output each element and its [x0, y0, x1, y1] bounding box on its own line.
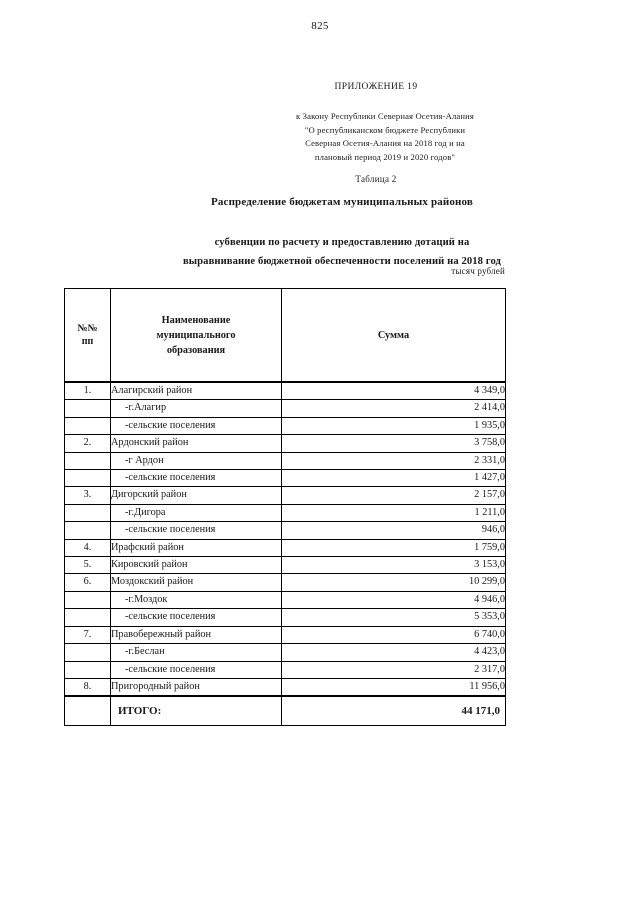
amount-cell: 1 427,0 [282, 470, 506, 487]
table-row [65, 400, 506, 417]
municipality-name-cell: Дигорский район [111, 487, 282, 504]
law-reference-line-4: плановый период 2019 и 2020 годов" [314, 151, 456, 162]
municipality-name-cell: -г.Алагир [111, 400, 282, 417]
table-row [65, 470, 506, 487]
column-header-name-line-1: Наименование [161, 314, 231, 326]
total-label-cell: ИТОГО: [111, 696, 282, 726]
table-header [65, 289, 506, 383]
amount-cell: 4 946,0 [282, 591, 506, 608]
row-number-cell: 7. [65, 626, 111, 643]
municipality-name-cell: Моздокский район [111, 574, 282, 591]
municipality-name-cell: -г.Беслан [111, 644, 282, 661]
municipality-name-cell: -сельские поселения [111, 417, 282, 434]
table-row [65, 539, 506, 556]
row-number-cell: 8. [65, 678, 111, 696]
total-amount-cell: 44 171,0 [282, 696, 506, 726]
municipality-name-cell: -г.Моздок [111, 591, 282, 608]
law-reference-line-1: к Закону Республики Северная Осетия-Алания [296, 111, 474, 121]
table-row [65, 661, 506, 678]
law-reference-line-3: Северная Осетия-Алания на 2018 год и на [305, 138, 465, 148]
municipality-name-cell: Кировский район [111, 557, 282, 574]
municipality-name-cell: -г Ардон [111, 452, 282, 469]
row-number-cell [65, 644, 111, 661]
row-number-cell [65, 400, 111, 417]
amount-cell: 3 153,0 [282, 557, 506, 574]
table-total-row [65, 696, 506, 726]
units-note: тысяч рублей [451, 266, 505, 276]
column-header-name-line-2: муниципального [156, 329, 236, 341]
municipality-name-cell: Ардонский район [111, 435, 282, 452]
column-header-sum: Сумма [282, 289, 506, 383]
column-header-number-line-2: пп [81, 336, 94, 347]
table-row [65, 382, 506, 400]
document-title-line-3: выравнивание бюджетной обеспеченности поселений на 2018 год [182, 256, 502, 267]
total-row-number-cell [65, 696, 111, 726]
amount-cell: 1 935,0 [282, 417, 506, 434]
row-number-cell [65, 591, 111, 608]
amount-cell: 6 740,0 [282, 626, 506, 643]
table-header-row [65, 289, 506, 383]
municipality-name-cell: Правобережный район [111, 626, 282, 643]
amount-cell: 2 331,0 [282, 452, 506, 469]
document-title-line-1: Распределение бюджетам муниципальных районов [211, 196, 473, 208]
table-row [65, 644, 506, 661]
amount-cell: 946,0 [282, 522, 506, 539]
law-reference-line-2: "О республиканском бюджете Республики [304, 124, 466, 135]
table-row [65, 591, 506, 608]
row-number-cell: 1. [65, 382, 111, 400]
budget-distribution-table [64, 288, 506, 726]
row-number-cell: 3. [65, 487, 111, 504]
row-number-cell [65, 609, 111, 626]
municipality-name-cell: Пригородный район [111, 678, 282, 696]
table-row [65, 557, 506, 574]
table-row [65, 504, 506, 521]
row-number-cell [65, 661, 111, 678]
column-header-number-line-1: №№ [77, 323, 98, 334]
appendix-label: ПРИЛОЖЕНИЕ 19 [334, 82, 418, 92]
municipality-name-cell: -г.Дигора [111, 504, 282, 521]
document-title-line-2: субвенции по расчету и предоставлению дотаций на [214, 237, 470, 248]
amount-cell: 2 317,0 [282, 661, 506, 678]
law-reference-block [240, 110, 530, 164]
municipality-name-cell: -сельские поселения [111, 661, 282, 678]
amount-cell: 5 353,0 [282, 609, 506, 626]
amount-cell: 2 414,0 [282, 400, 506, 417]
table-row [65, 417, 506, 434]
row-number-cell [65, 504, 111, 521]
table-row [65, 609, 506, 626]
table-row [65, 678, 506, 696]
amount-cell: 2 157,0 [282, 487, 506, 504]
table-row [65, 522, 506, 539]
amount-cell: 10 299,0 [282, 574, 506, 591]
row-number-cell: 6. [65, 574, 111, 591]
amount-cell: 3 758,0 [282, 435, 506, 452]
table-row [65, 452, 506, 469]
row-number-cell: 2. [65, 435, 111, 452]
row-number-cell: 5. [65, 557, 111, 574]
page-number: 825 [311, 20, 329, 32]
column-header-name [111, 289, 282, 383]
table-row [65, 435, 506, 452]
row-number-cell [65, 452, 111, 469]
table-row [65, 626, 506, 643]
amount-cell: 11 956,0 [282, 678, 506, 696]
row-number-cell [65, 417, 111, 434]
municipality-name-cell: Ирафский район [111, 539, 282, 556]
column-header-number [65, 289, 111, 383]
amount-cell: 4 349,0 [282, 382, 506, 400]
table-body [65, 382, 506, 726]
municipality-name-cell: -сельские поселения [111, 470, 282, 487]
amount-cell: 1 759,0 [282, 539, 506, 556]
row-number-cell [65, 470, 111, 487]
table-row [65, 574, 506, 591]
municipality-name-cell: -сельские поселения [111, 609, 282, 626]
column-header-name-line-3: образования [166, 344, 226, 356]
row-number-cell: 4. [65, 539, 111, 556]
amount-cell: 4 423,0 [282, 644, 506, 661]
row-number-cell [65, 522, 111, 539]
table-row [65, 487, 506, 504]
amount-cell: 1 211,0 [282, 504, 506, 521]
table-number-label: Таблица 2 [355, 174, 397, 184]
municipality-name-cell: Алагирский район [111, 382, 282, 400]
municipality-name-cell: -сельские поселения [111, 522, 282, 539]
